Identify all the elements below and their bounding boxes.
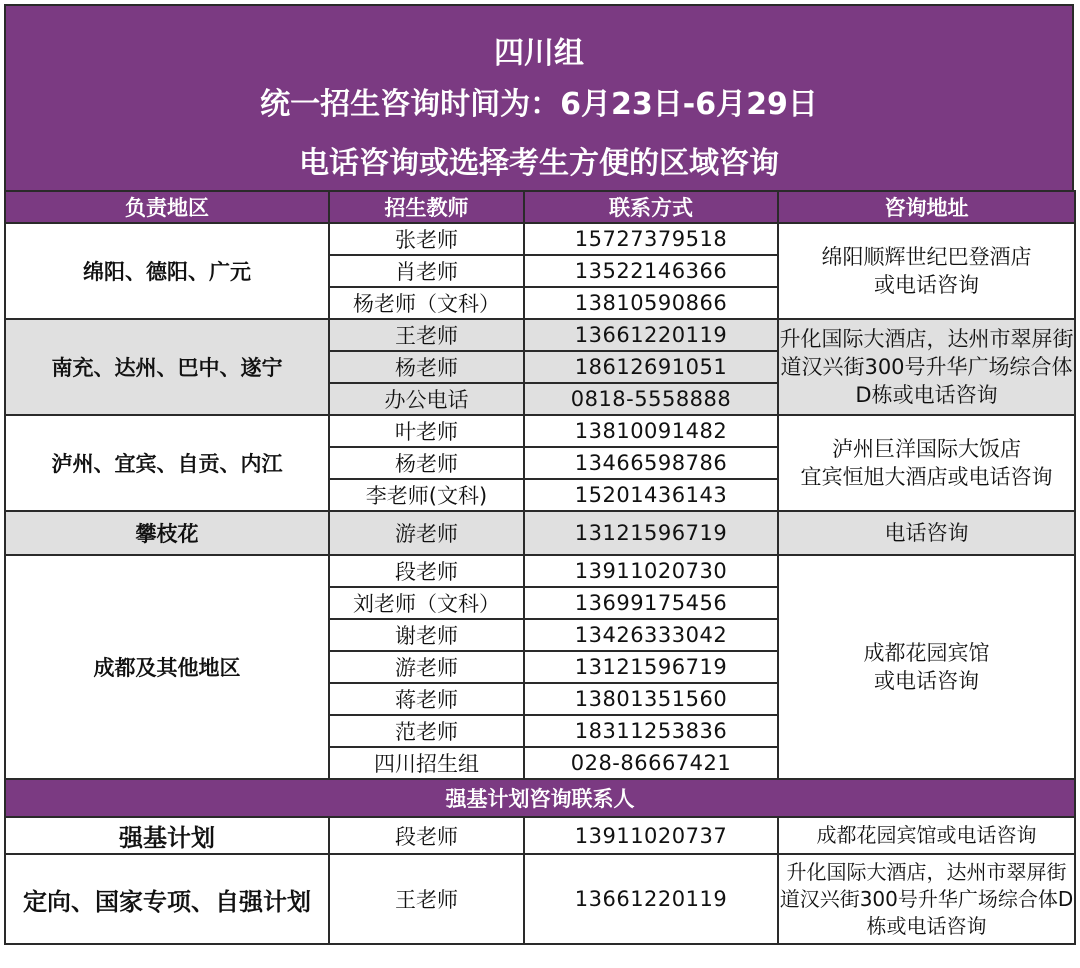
phone-cell: 13699175456 (524, 587, 778, 619)
teacher-cell: 四川招生组 (329, 747, 524, 779)
phone-cell: 13911020730 (524, 555, 778, 587)
teacher-cell: 王老师 (329, 319, 524, 351)
teacher-cell: 张老师 (329, 223, 524, 255)
teacher-cell: 段老师 (329, 555, 524, 587)
region-cell: 绵阳、德阳、广元 (5, 223, 329, 319)
teacher-cell: 游老师 (329, 651, 524, 683)
banner-schedule: 统一招生咨询时间为：6月23日-6月29日 (260, 87, 818, 122)
phone-cell: 13661220119 (524, 854, 778, 944)
banner-note: 电话咨询或选择考生方便的区域咨询 (299, 146, 779, 181)
header-teacher: 招生教师 (329, 191, 524, 223)
region-cell: 泸州、宜宾、自贡、内江 (5, 415, 329, 511)
phone-cell: 13426333042 (524, 619, 778, 651)
banner (4, 4, 1074, 190)
teacher-cell: 杨老师（文科） (329, 287, 524, 319)
phone-cell: 18311253836 (524, 715, 778, 747)
table-row (5, 854, 1075, 944)
address-cell: 升化国际大酒店，达州市翠屏街道汉兴街300号升华广场综合体D栋或电话咨询 (778, 854, 1075, 944)
table-row (5, 319, 1075, 351)
phone-cell: 13810091482 (524, 415, 778, 447)
region-cell: 强基计划 (5, 817, 329, 854)
phone-cell: 15201436143 (524, 479, 778, 511)
table-row (5, 415, 1075, 447)
table-header-row (5, 191, 1075, 223)
header-contact: 联系方式 (524, 191, 778, 223)
table-row (5, 223, 1075, 255)
teacher-cell: 刘老师（文科） (329, 587, 524, 619)
address-cell: 成都花园宾馆 或电话咨询 (778, 555, 1075, 779)
region-cell: 攀枝花 (5, 511, 329, 555)
section-title: 强基计划咨询联系人 (5, 779, 1075, 817)
admission-contact-sheet (4, 4, 1074, 945)
banner-title: 四川组 (494, 36, 584, 71)
contact-table (4, 190, 1076, 945)
phone-cell: 0818-5558888 (524, 383, 778, 415)
region-cell: 南充、达州、巴中、遂宁 (5, 319, 329, 415)
phone-cell: 13522146366 (524, 255, 778, 287)
teacher-cell: 王老师 (329, 854, 524, 944)
teacher-cell: 叶老师 (329, 415, 524, 447)
teacher-cell: 游老师 (329, 511, 524, 555)
teacher-cell: 杨老师 (329, 447, 524, 479)
phone-cell: 13911020737 (524, 817, 778, 854)
table-row (5, 511, 1075, 555)
teacher-cell: 李老师(文科) (329, 479, 524, 511)
phone-cell: 13661220119 (524, 319, 778, 351)
region-cell: 成都及其他地区 (5, 555, 329, 779)
teacher-cell: 办公电话 (329, 383, 524, 415)
phone-cell: 13810590866 (524, 287, 778, 319)
phone-cell: 13121596719 (524, 651, 778, 683)
address-cell: 绵阳顺辉世纪巴登酒店 或电话咨询 (778, 223, 1075, 319)
contact-table-body (5, 191, 1075, 944)
address-cell: 泸州巨洋国际大饭店 宜宾恒旭大酒店或电话咨询 (778, 415, 1075, 511)
phone-cell: 18612691051 (524, 351, 778, 383)
phone-cell: 13801351560 (524, 683, 778, 715)
address-cell: 电话咨询 (778, 511, 1075, 555)
teacher-cell: 杨老师 (329, 351, 524, 383)
teacher-cell: 段老师 (329, 817, 524, 854)
region-cell: 定向、国家专项、自强计划 (5, 854, 329, 944)
phone-cell: 028-86667421 (524, 747, 778, 779)
phone-cell: 13121596719 (524, 511, 778, 555)
teacher-cell: 肖老师 (329, 255, 524, 287)
teacher-cell: 范老师 (329, 715, 524, 747)
phone-cell: 13466598786 (524, 447, 778, 479)
header-address: 咨询地址 (778, 191, 1075, 223)
address-cell: 成都花园宾馆或电话咨询 (778, 817, 1075, 854)
address-cell: 升化国际大酒店，达州市翠屏街道汉兴街300号升华广场综合体D栋或电话咨询 (778, 319, 1075, 415)
header-region: 负责地区 (5, 191, 329, 223)
table-row (5, 817, 1075, 854)
teacher-cell: 蒋老师 (329, 683, 524, 715)
phone-cell: 15727379518 (524, 223, 778, 255)
table-row (5, 555, 1075, 587)
teacher-cell: 谢老师 (329, 619, 524, 651)
section-header-row (5, 779, 1075, 817)
